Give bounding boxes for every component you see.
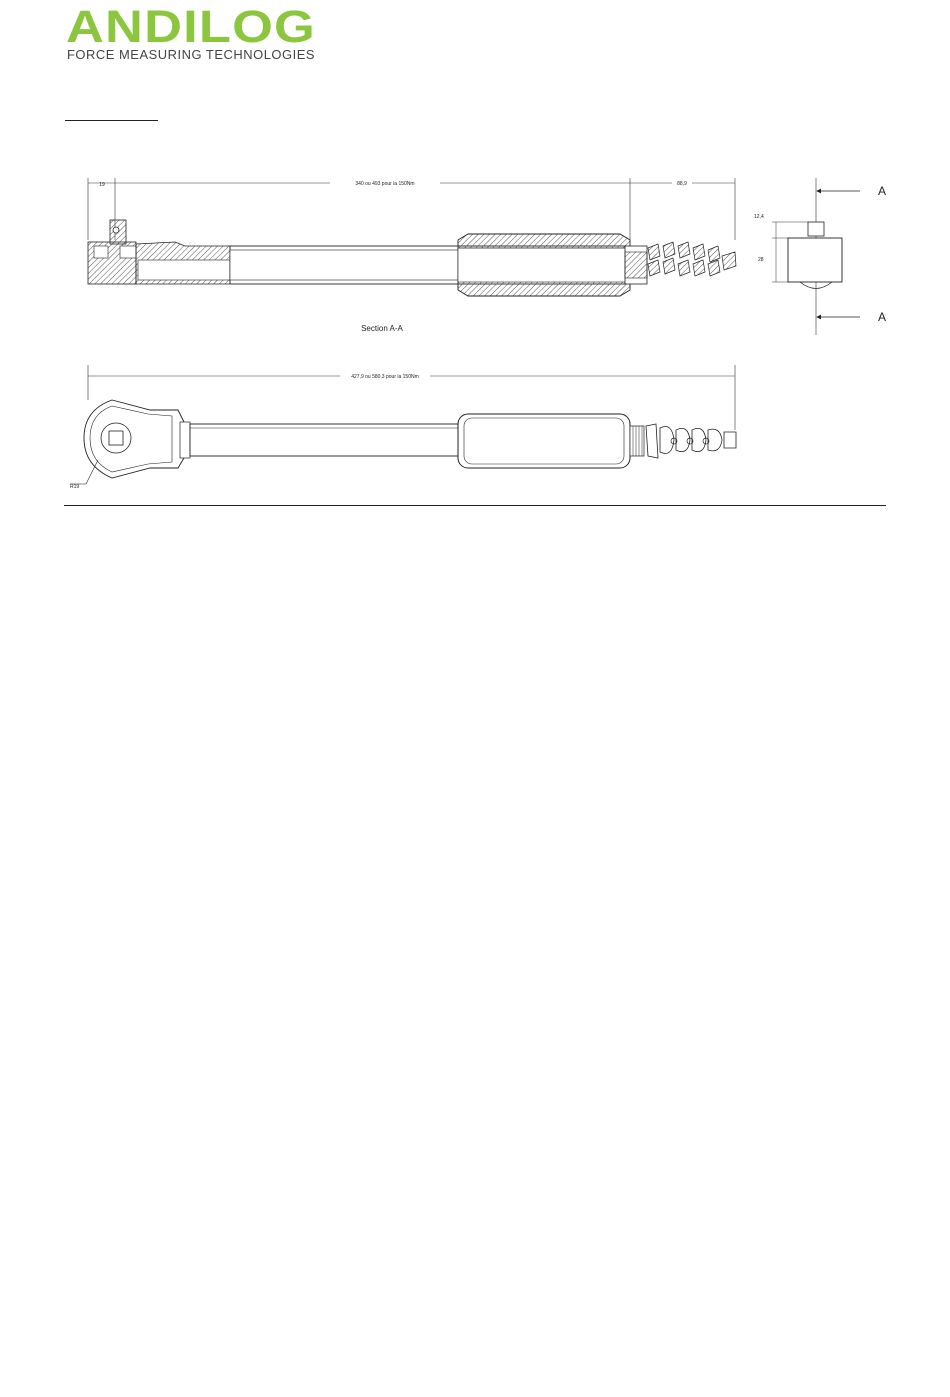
- wrench-drawing: [60, 160, 900, 500]
- section-view: [88, 178, 736, 296]
- dim-body-height: 28: [758, 257, 764, 263]
- section-divider: [64, 505, 886, 506]
- dim-pin-height: 12,4: [754, 214, 764, 220]
- section-marker-top: A: [878, 184, 887, 198]
- andilog-logo-graphic: [66, 2, 318, 62]
- dim-spring-length: 88,9: [677, 181, 687, 187]
- dim-shaft-length: 340 ou 493 pour la 150Nm: [355, 181, 415, 187]
- exterior-view: [70, 365, 736, 490]
- side-view: [754, 178, 886, 335]
- brand-tagline: FORCE MEASURING TECHNOLOGIES: [67, 48, 315, 62]
- andilog-logo: [66, 2, 318, 62]
- dim-head-offset: 19: [99, 182, 105, 188]
- section-label: Section A-A: [361, 324, 403, 333]
- heading-underline: [65, 120, 158, 121]
- dim-total-length: 427,9 ou 580,3 pour la 150Nm: [351, 374, 419, 380]
- brand-name: ANDILOG: [66, 2, 316, 52]
- dim-radius: R19: [70, 484, 80, 490]
- technical-drawing: [60, 160, 900, 500]
- section-marker-bottom: A: [878, 310, 887, 324]
